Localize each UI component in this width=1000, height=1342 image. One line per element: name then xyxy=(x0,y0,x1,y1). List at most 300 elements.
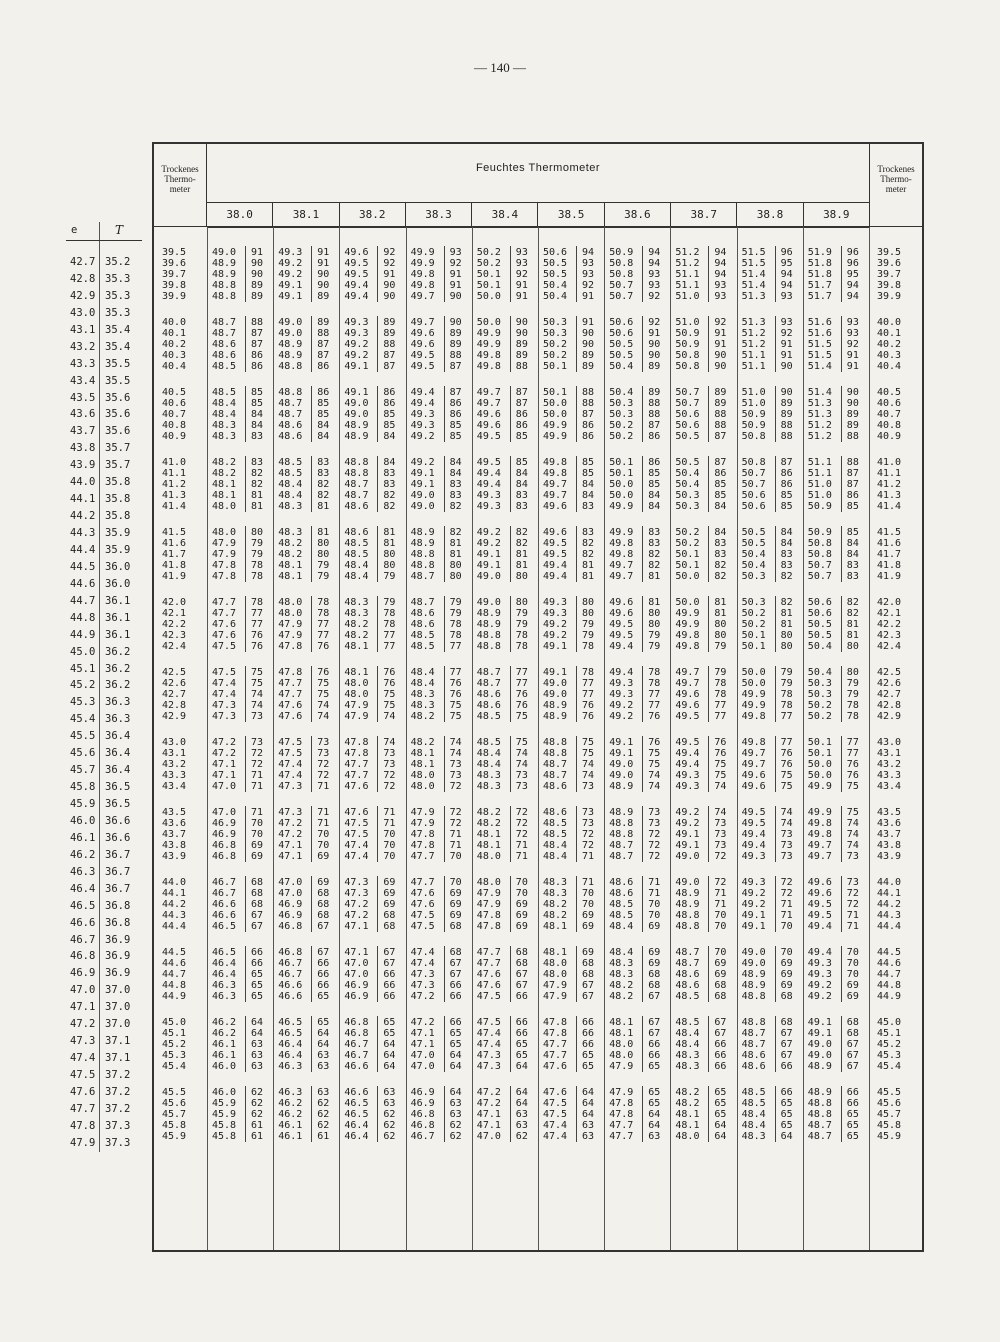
side-cell-e: 47.0 xyxy=(70,984,96,997)
vapor-pressure-value: 48.7 xyxy=(543,770,568,781)
vapor-pressure-value: 50.3 xyxy=(741,571,766,582)
vapor-pressure-value: 48.5 xyxy=(410,630,435,641)
dry-temp-left: 40.6 xyxy=(162,398,187,409)
dry-temp-right: 42.3 xyxy=(877,630,902,641)
table-cell xyxy=(207,409,274,420)
vapor-pressure-value: 46.8 xyxy=(344,1028,369,1039)
vapor-pressure-value: 47.0 xyxy=(476,1131,501,1142)
table-cell xyxy=(339,317,406,328)
humidity-value: 64 xyxy=(648,1120,661,1131)
table-cell xyxy=(803,641,870,652)
vapor-pressure-value: 46.5 xyxy=(344,1098,369,1109)
table-cell xyxy=(339,1109,406,1120)
vapor-pressure-value: 48.3 xyxy=(675,1061,700,1072)
humidity-value: 81 xyxy=(780,608,793,619)
vapor-pressure-value: 48.4 xyxy=(410,667,435,678)
humidity-value: 79 xyxy=(780,667,793,678)
dry-temp-right: 44.6 xyxy=(877,958,902,969)
table-cell xyxy=(604,781,671,792)
side-table-row xyxy=(66,915,142,932)
table-cell xyxy=(538,678,605,689)
table-cell xyxy=(472,527,539,538)
vapor-pressure-value: 48.7 xyxy=(344,490,369,501)
table-cell xyxy=(273,700,340,711)
table-cell xyxy=(207,317,274,328)
vapor-pressure-value: 46.1 xyxy=(278,1131,303,1142)
table-cell xyxy=(604,641,671,652)
humidity-value: 78 xyxy=(251,597,264,608)
side-cell-T: 36.1 xyxy=(105,611,131,624)
humidity-value: 84 xyxy=(648,501,661,512)
humidity-value: 88 xyxy=(582,387,595,398)
vapor-pressure-value: 50.1 xyxy=(476,269,501,280)
humidity-value: 76 xyxy=(780,748,793,759)
table-cell xyxy=(339,737,406,748)
table-cell xyxy=(670,269,737,280)
table-cell xyxy=(538,387,605,398)
table-cell xyxy=(737,921,804,932)
vapor-pressure-value: 47.8 xyxy=(344,748,369,759)
side-cell-T: 36.7 xyxy=(105,865,131,878)
table-cell xyxy=(538,667,605,678)
dry-temp-left: 43.0 xyxy=(162,737,187,748)
humidity-value: 84 xyxy=(582,479,595,490)
side-table-row xyxy=(66,1101,142,1118)
table-cell xyxy=(604,361,671,372)
dry-temp-left: 41.2 xyxy=(162,479,187,490)
vapor-pressure-value: 51.0 xyxy=(675,317,700,328)
table-cell xyxy=(273,597,340,608)
table-cell xyxy=(803,269,870,280)
humidity-value: 77 xyxy=(780,711,793,722)
vapor-pressure-value: 46.4 xyxy=(212,969,237,980)
humidity-value: 69 xyxy=(780,969,793,980)
side-table-row xyxy=(66,965,142,982)
table-cell xyxy=(406,818,473,829)
vapor-pressure-value: 49.2 xyxy=(278,258,303,269)
vapor-pressure-value: 48.5 xyxy=(675,1017,700,1028)
vapor-pressure-value: 49.1 xyxy=(278,280,303,291)
humidity-value: 70 xyxy=(846,969,859,980)
table-cell xyxy=(604,1050,671,1061)
humidity-value: 72 xyxy=(714,851,727,862)
vapor-pressure-value: 51.2 xyxy=(741,339,766,350)
vapor-pressure-value: 49.2 xyxy=(741,899,766,910)
table-cell xyxy=(670,851,737,862)
side-cell-T: 35.6 xyxy=(105,408,131,421)
humidity-value: 69 xyxy=(780,980,793,991)
humidity-value: 67 xyxy=(780,1028,793,1039)
table-cell xyxy=(472,969,539,980)
vapor-pressure-value: 48.9 xyxy=(476,608,501,619)
humidity-value: 63 xyxy=(449,1109,462,1120)
humidity-value: 64 xyxy=(780,1131,793,1142)
table-cell xyxy=(339,689,406,700)
humidity-value: 75 xyxy=(251,667,264,678)
vapor-pressure-value: 47.1 xyxy=(476,1109,501,1120)
humidity-value: 90 xyxy=(648,350,661,361)
vapor-pressure-value: 48.5 xyxy=(476,737,501,748)
humidity-value: 67 xyxy=(648,1017,661,1028)
side-cell-T: 36.2 xyxy=(105,679,131,692)
humidity-value: 79 xyxy=(515,619,528,630)
humidity-value: 86 xyxy=(780,479,793,490)
dry-temp-left: 42.1 xyxy=(162,608,187,619)
table-cell xyxy=(604,280,671,291)
vapor-pressure-value: 48.3 xyxy=(344,608,369,619)
humidity-value: 87 xyxy=(780,457,793,468)
header-line: meter xyxy=(885,184,907,194)
table-row xyxy=(154,1131,922,1142)
side-cell-e: 47.6 xyxy=(70,1085,96,1098)
side-cell-e: 43.7 xyxy=(70,425,96,438)
humidity-value: 64 xyxy=(648,1109,661,1120)
humidity-value: 81 xyxy=(251,490,264,501)
humidity-value: 74 xyxy=(780,818,793,829)
table-row xyxy=(154,479,922,490)
vapor-pressure-value: 49.7 xyxy=(543,490,568,501)
table-cell xyxy=(273,490,340,501)
table-cell xyxy=(670,807,737,818)
dry-temp-right: 41.7 xyxy=(877,549,902,560)
table-cell xyxy=(339,888,406,899)
table-cell xyxy=(406,468,473,479)
vapor-pressure-value: 51.9 xyxy=(807,247,832,258)
dry-temp-left: 39.9 xyxy=(162,291,187,302)
table-cell xyxy=(538,770,605,781)
table-cell xyxy=(472,818,539,829)
table-cell xyxy=(737,571,804,582)
humidity-value: 77 xyxy=(648,700,661,711)
table-cell xyxy=(803,781,870,792)
table-cell xyxy=(406,501,473,512)
humidity-value: 90 xyxy=(846,398,859,409)
table-cell xyxy=(406,328,473,339)
table-cell xyxy=(803,387,870,398)
table-cell xyxy=(273,770,340,781)
table-cell xyxy=(604,991,671,1002)
vapor-pressure-value: 49.6 xyxy=(807,877,832,888)
vapor-pressure-value: 48.2 xyxy=(212,457,237,468)
vapor-pressure-value: 48.8 xyxy=(410,549,435,560)
table-cell xyxy=(670,247,737,258)
side-cell-T: 37.2 xyxy=(105,1069,131,1081)
humidity-value: 90 xyxy=(251,269,264,280)
humidity-value: 85 xyxy=(714,479,727,490)
table-cell xyxy=(207,991,274,1002)
vapor-pressure-value: 49.7 xyxy=(543,479,568,490)
dry-temp-right: 44.7 xyxy=(877,969,902,980)
table-row xyxy=(154,947,922,958)
table-row xyxy=(154,1017,922,1028)
table-cell xyxy=(538,1017,605,1028)
humidity-value: 80 xyxy=(515,597,528,608)
vapor-pressure-value: 49.4 xyxy=(410,398,435,409)
vapor-pressure-value: 48.4 xyxy=(410,678,435,689)
table-row xyxy=(154,1109,922,1120)
vapor-pressure-value: 47.3 xyxy=(476,1061,501,1072)
dry-temp-right: 41.2 xyxy=(877,479,902,490)
vapor-pressure-value: 46.5 xyxy=(212,947,237,958)
table-cell xyxy=(604,619,671,630)
humidity-value: 88 xyxy=(780,420,793,431)
table-cell xyxy=(803,700,870,711)
humidity-value: 77 xyxy=(515,678,528,689)
humidity-value: 74 xyxy=(317,711,330,722)
table-cell xyxy=(406,560,473,571)
header-line: Trockenes xyxy=(877,164,915,174)
humidity-value: 77 xyxy=(383,641,396,652)
vapor-pressure-value: 46.8 xyxy=(344,1017,369,1028)
vapor-pressure-value: 49.0 xyxy=(609,759,634,770)
table-cell xyxy=(273,759,340,770)
table-cell xyxy=(273,818,340,829)
humidity-value: 67 xyxy=(780,1039,793,1050)
humidity-value: 79 xyxy=(449,597,462,608)
vapor-pressure-value: 48.7 xyxy=(410,571,435,582)
table-cell xyxy=(604,969,671,980)
table-cell xyxy=(406,619,473,630)
side-cell-e: 45.7 xyxy=(70,764,96,777)
vapor-pressure-value: 49.5 xyxy=(807,899,832,910)
side-cell-T: 37.3 xyxy=(105,1136,131,1149)
table-cell xyxy=(670,877,737,888)
table-cell xyxy=(273,1098,340,1109)
humidity-value: 78 xyxy=(515,630,528,641)
table-cell xyxy=(737,1131,804,1142)
table-cell xyxy=(406,958,473,969)
vapor-pressure-value: 49.1 xyxy=(344,387,369,398)
humidity-value: 82 xyxy=(449,527,462,538)
vapor-pressure-value: 49.4 xyxy=(609,667,634,678)
vapor-pressure-value: 48.7 xyxy=(278,398,303,409)
side-table-row xyxy=(66,1016,142,1033)
humidity-value: 65 xyxy=(449,1028,462,1039)
table-cell xyxy=(803,597,870,608)
table-cell xyxy=(273,748,340,759)
table-cell xyxy=(207,1050,274,1061)
table-cell xyxy=(803,748,870,759)
dry-temp-left: 43.2 xyxy=(162,759,187,770)
humidity-value: 87 xyxy=(317,350,330,361)
table-cell xyxy=(339,269,406,280)
vapor-pressure-value: 47.7 xyxy=(410,851,435,862)
vapor-pressure-value: 47.4 xyxy=(344,851,369,862)
vapor-pressure-value: 48.0 xyxy=(543,969,568,980)
humidity-value: 92 xyxy=(648,291,661,302)
side-cell-T: 37.3 xyxy=(105,1119,131,1132)
side-cell-e: 47.1 xyxy=(70,1001,96,1014)
humidity-value: 84 xyxy=(317,420,330,431)
vapor-pressure-value: 50.1 xyxy=(741,630,766,641)
vapor-pressure-value: 47.4 xyxy=(410,958,435,969)
humidity-value: 69 xyxy=(251,840,264,851)
vapor-pressure-value: 48.3 xyxy=(212,420,237,431)
side-cell-e: 45.1 xyxy=(70,662,96,675)
dry-temp-right: 39.9 xyxy=(877,291,902,302)
side-cell-T: 37.1 xyxy=(105,1035,131,1048)
humidity-value: 70 xyxy=(648,910,661,921)
table-cell xyxy=(803,431,870,442)
humidity-value: 86 xyxy=(251,350,264,361)
humidity-value: 71 xyxy=(515,840,528,851)
vapor-pressure-value: 50.7 xyxy=(609,280,634,291)
vapor-pressure-value: 48.5 xyxy=(741,1098,766,1109)
table-cell xyxy=(339,527,406,538)
table-cell xyxy=(803,770,870,781)
dry-temp-left: 40.1 xyxy=(162,328,187,339)
humidity-value: 66 xyxy=(251,958,264,969)
table-cell xyxy=(670,431,737,442)
humidity-value: 64 xyxy=(515,1098,528,1109)
table-cell xyxy=(538,339,605,350)
humidity-value: 78 xyxy=(251,560,264,571)
humidity-value: 90 xyxy=(582,339,595,350)
side-cell-e: 43.2 xyxy=(70,340,96,353)
table-cell xyxy=(737,527,804,538)
vapor-pressure-value: 50.0 xyxy=(741,678,766,689)
vapor-pressure-value: 50.9 xyxy=(675,328,700,339)
vapor-pressure-value: 49.0 xyxy=(476,597,501,608)
table-cell xyxy=(472,829,539,840)
table-cell xyxy=(670,700,737,711)
table-cell xyxy=(406,1050,473,1061)
table-cell xyxy=(339,1039,406,1050)
vapor-pressure-value: 48.0 xyxy=(609,1039,634,1050)
vapor-pressure-value: 50.9 xyxy=(609,247,634,258)
table-body xyxy=(154,226,922,1250)
humidity-value: 75 xyxy=(780,770,793,781)
side-cell-T: 36.4 xyxy=(105,764,131,777)
table-cell xyxy=(604,387,671,398)
vapor-pressure-value: 47.0 xyxy=(278,877,303,888)
vapor-pressure-value: 49.5 xyxy=(410,361,435,372)
vapor-pressure-value: 48.1 xyxy=(543,947,568,958)
vapor-pressure-value: 49.4 xyxy=(807,947,832,958)
humidity-value: 91 xyxy=(780,339,793,350)
vapor-pressure-value: 49.5 xyxy=(675,711,700,722)
table-row xyxy=(154,689,922,700)
humidity-value: 69 xyxy=(251,851,264,862)
dry-temp-right: 41.1 xyxy=(877,468,902,479)
humidity-value: 65 xyxy=(515,1050,528,1061)
dry-temp-right: 45.6 xyxy=(877,1098,902,1109)
table-cell xyxy=(273,608,340,619)
dry-temp-left: 45.5 xyxy=(162,1087,187,1098)
humidity-value: 67 xyxy=(515,969,528,980)
humidity-value: 79 xyxy=(449,608,462,619)
vapor-pressure-value: 48.9 xyxy=(344,420,369,431)
table-cell xyxy=(670,947,737,958)
side-table-row xyxy=(66,847,142,864)
vapor-pressure-value: 46.6 xyxy=(278,980,303,991)
table-cell xyxy=(406,851,473,862)
humidity-value: 73 xyxy=(780,840,793,851)
humidity-value: 63 xyxy=(582,1131,595,1142)
vapor-pressure-value: 48.5 xyxy=(741,1087,766,1098)
humidity-value: 87 xyxy=(383,350,396,361)
humidity-value: 81 xyxy=(515,560,528,571)
side-cell-T: 36.0 xyxy=(105,577,131,590)
humidity-value: 64 xyxy=(449,1087,462,1098)
table-cell xyxy=(670,641,737,652)
humidity-value: 91 xyxy=(317,247,330,258)
vapor-pressure-value: 48.3 xyxy=(476,781,501,792)
vapor-pressure-value: 46.2 xyxy=(278,1098,303,1109)
humidity-value: 66 xyxy=(648,1039,661,1050)
humidity-value: 63 xyxy=(582,1120,595,1131)
humidity-value: 69 xyxy=(714,958,727,969)
table-cell xyxy=(538,1120,605,1131)
humidity-value: 91 xyxy=(648,328,661,339)
table-cell xyxy=(538,877,605,888)
vapor-pressure-value: 50.2 xyxy=(476,258,501,269)
table-cell xyxy=(538,560,605,571)
humidity-value: 74 xyxy=(449,737,462,748)
table-cell xyxy=(339,641,406,652)
table-cell xyxy=(207,457,274,468)
dry-temp-right: 41.8 xyxy=(877,560,902,571)
vapor-pressure-value: 47.8 xyxy=(609,1098,634,1109)
vapor-pressure-value: 47.9 xyxy=(410,818,435,829)
humidity-value: 72 xyxy=(449,781,462,792)
humidity-value: 74 xyxy=(648,770,661,781)
humidity-value: 89 xyxy=(383,317,396,328)
humidity-value: 68 xyxy=(383,910,396,921)
table-cell xyxy=(406,247,473,258)
table-cell xyxy=(803,667,870,678)
side-table-row xyxy=(66,508,142,525)
table-cell xyxy=(273,247,340,258)
column-header: 38.6 xyxy=(605,203,671,227)
humidity-value: 83 xyxy=(317,457,330,468)
table-cell xyxy=(339,490,406,501)
table-cell xyxy=(207,608,274,619)
humidity-value: 79 xyxy=(317,560,330,571)
humidity-value: 67 xyxy=(449,969,462,980)
vapor-pressure-value: 47.8 xyxy=(476,921,501,932)
side-table-row xyxy=(66,779,142,796)
vapor-pressure-value: 49.8 xyxy=(476,350,501,361)
humidity-value: 75 xyxy=(714,770,727,781)
side-cell-T: 36.8 xyxy=(105,916,131,929)
table-cell xyxy=(472,991,539,1002)
vapor-pressure-value: 49.5 xyxy=(476,431,501,442)
table-cell xyxy=(406,398,473,409)
vapor-pressure-value: 46.4 xyxy=(212,958,237,969)
humidity-value: 64 xyxy=(515,1061,528,1072)
humidity-value: 75 xyxy=(780,781,793,792)
humidity-value: 66 xyxy=(383,980,396,991)
table-cell xyxy=(803,490,870,501)
table-cell xyxy=(207,280,274,291)
vapor-pressure-value: 47.7 xyxy=(344,770,369,781)
vapor-pressure-value: 49.1 xyxy=(609,737,634,748)
table-row xyxy=(154,1039,922,1050)
vapor-pressure-value: 51.3 xyxy=(807,409,832,420)
humidity-value: 67 xyxy=(317,947,330,958)
humidity-value: 82 xyxy=(714,571,727,582)
vapor-pressure-value: 47.0 xyxy=(212,781,237,792)
vapor-pressure-value: 49.5 xyxy=(741,818,766,829)
vapor-pressure-value: 48.7 xyxy=(807,1120,832,1131)
humidity-value: 88 xyxy=(780,431,793,442)
table-cell xyxy=(472,258,539,269)
table-cell xyxy=(803,1109,870,1120)
dry-temp-right: 40.3 xyxy=(877,350,902,361)
side-cell-T: 37.0 xyxy=(105,984,131,997)
table-title: Feuchtes Thermometer xyxy=(475,162,601,174)
